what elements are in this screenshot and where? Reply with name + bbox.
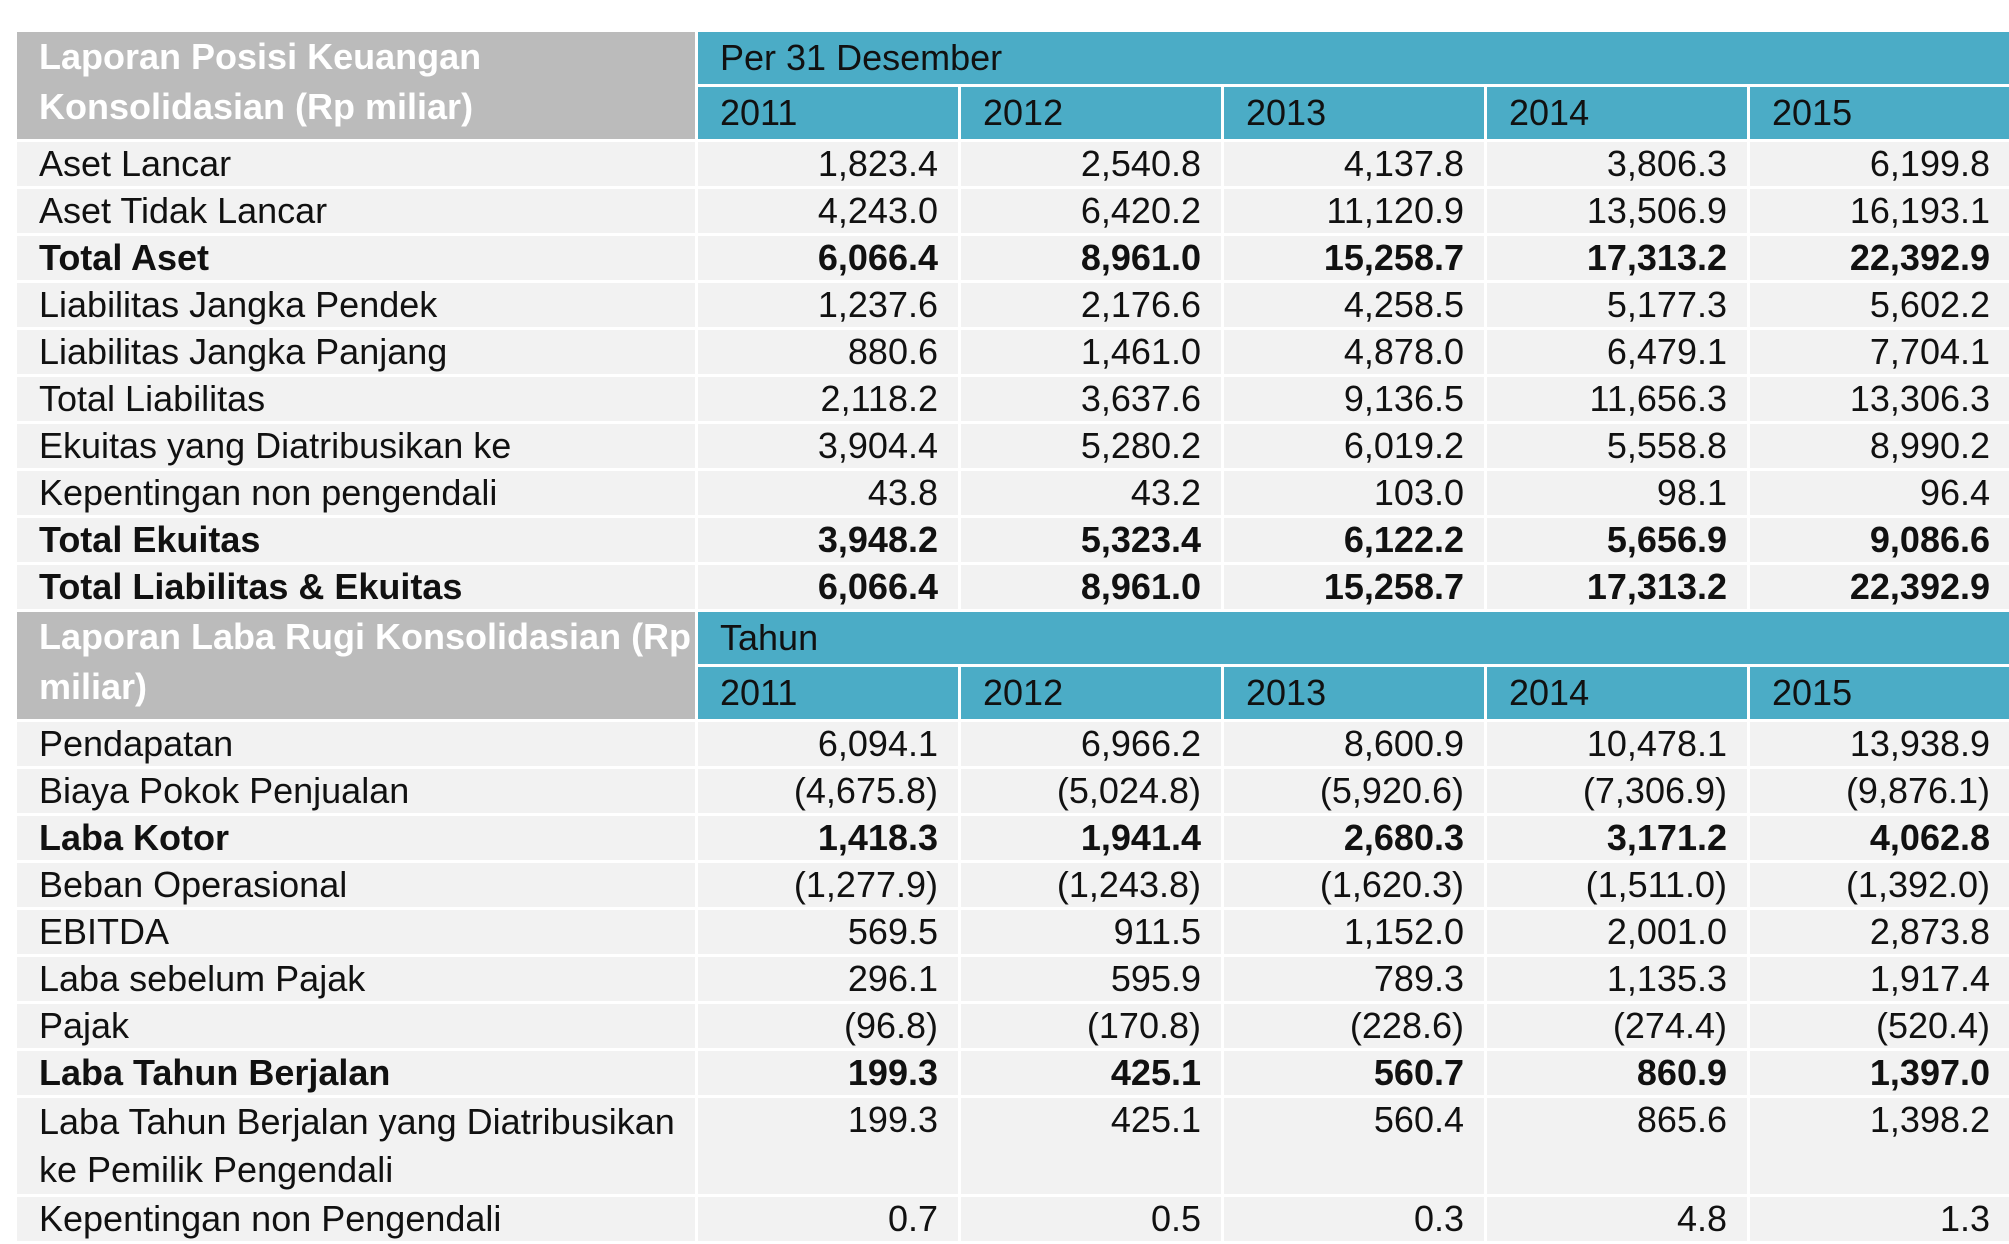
row-label: Liabilitas Jangka Panjang <box>17 330 695 374</box>
row-value: 103.0 <box>1224 471 1484 515</box>
row-label: Total Ekuitas <box>17 518 695 562</box>
row-value: (96.8) <box>698 1004 958 1048</box>
year-header: 2015 <box>1750 87 2009 139</box>
balance-sheet-title: Laporan Posisi Keuangan Konsolidasian (Rp miliar) <box>17 32 695 139</box>
row-value: 43.8 <box>698 471 958 515</box>
row-value: 199.3 <box>698 1051 958 1095</box>
row-value: (1,511.0) <box>1487 863 1747 907</box>
income-statement-period-label: Tahun <box>698 612 2009 664</box>
row-value: 8,600.9 <box>1224 722 1484 766</box>
table-row <box>17 1197 2009 1241</box>
row-value: 13,938.9 <box>1750 722 2009 766</box>
row-value: 0.5 <box>961 1197 1221 1241</box>
row-label: Laba sebelum Pajak <box>17 957 695 1001</box>
row-value: 789.3 <box>1224 957 1484 1001</box>
table-row <box>17 518 2009 562</box>
row-value: (1,392.0) <box>1750 863 2009 907</box>
row-value: 8,990.2 <box>1750 424 2009 468</box>
row-value: 911.5 <box>961 910 1221 954</box>
row-value: 4,258.5 <box>1224 283 1484 327</box>
table-row <box>17 816 2009 860</box>
row-value: 6,066.4 <box>698 565 958 609</box>
row-value: 3,171.2 <box>1487 816 1747 860</box>
table-row <box>17 330 2009 374</box>
row-label: Laba Tahun Berjalan yang Diatribusikan ke Pemilik Pengendali <box>17 1098 695 1194</box>
row-value: 6,479.1 <box>1487 330 1747 374</box>
row-value: 10,478.1 <box>1487 722 1747 766</box>
income-statement-title: Laporan Laba Rugi Konsolidasian (Rp miliar) <box>17 612 695 719</box>
row-value: 5,656.9 <box>1487 518 1747 562</box>
row-value: 865.6 <box>1487 1098 1747 1194</box>
row-value: 17,313.2 <box>1487 565 1747 609</box>
row-value: 1,152.0 <box>1224 910 1484 954</box>
row-value: 4,243.0 <box>698 189 958 233</box>
row-value: 5,177.3 <box>1487 283 1747 327</box>
row-value: 1,418.3 <box>698 816 958 860</box>
row-value: 5,602.2 <box>1750 283 2009 327</box>
row-value: (5,024.8) <box>961 769 1221 813</box>
table-row <box>17 142 2009 186</box>
row-label: Beban Operasional <box>17 863 695 907</box>
row-value: 5,280.2 <box>961 424 1221 468</box>
balance-sheet-header-row <box>17 32 2009 84</box>
row-value: (1,620.3) <box>1224 863 1484 907</box>
row-value: 880.6 <box>698 330 958 374</box>
row-value: 13,306.3 <box>1750 377 2009 421</box>
table-row <box>17 910 2009 954</box>
year-header: 2014 <box>1487 87 1747 139</box>
row-value: 22,392.9 <box>1750 565 2009 609</box>
row-value: 11,120.9 <box>1224 189 1484 233</box>
row-value: 0.3 <box>1224 1197 1484 1241</box>
row-value: 3,806.3 <box>1487 142 1747 186</box>
table-row <box>17 189 2009 233</box>
row-value: 7,704.1 <box>1750 330 2009 374</box>
table-row <box>17 1098 2009 1194</box>
row-value: 8,961.0 <box>961 236 1221 280</box>
row-value: (170.8) <box>961 1004 1221 1048</box>
year-header: 2011 <box>698 87 958 139</box>
row-value: 9,136.5 <box>1224 377 1484 421</box>
row-value: 1,237.6 <box>698 283 958 327</box>
row-value: 1.3 <box>1750 1197 2009 1241</box>
row-value: 1,461.0 <box>961 330 1221 374</box>
row-label: Aset Lancar <box>17 142 695 186</box>
row-value: 96.4 <box>1750 471 2009 515</box>
row-value: 17,313.2 <box>1487 236 1747 280</box>
table-row <box>17 377 2009 421</box>
row-value: 5,558.8 <box>1487 424 1747 468</box>
row-value: 2,001.0 <box>1487 910 1747 954</box>
table-row <box>17 722 2009 766</box>
year-header: 2014 <box>1487 667 1747 719</box>
row-value: 1,397.0 <box>1750 1051 2009 1095</box>
row-value: 1,135.3 <box>1487 957 1747 1001</box>
row-value: 560.7 <box>1224 1051 1484 1095</box>
row-value: 3,637.6 <box>961 377 1221 421</box>
row-value: (274.4) <box>1487 1004 1747 1048</box>
row-value: 4,137.8 <box>1224 142 1484 186</box>
row-value: 6,066.4 <box>698 236 958 280</box>
row-value: 13,506.9 <box>1487 189 1747 233</box>
table-row <box>17 863 2009 907</box>
row-value: 6,420.2 <box>961 189 1221 233</box>
row-value: 2,873.8 <box>1750 910 2009 954</box>
row-value: 199.3 <box>698 1098 958 1194</box>
row-value: 1,917.4 <box>1750 957 2009 1001</box>
row-value: 3,904.4 <box>698 424 958 468</box>
table-row <box>17 424 2009 468</box>
row-value: (5,920.6) <box>1224 769 1484 813</box>
row-value: 4.8 <box>1487 1197 1747 1241</box>
row-label: Laba Kotor <box>17 816 695 860</box>
row-value: 860.9 <box>1487 1051 1747 1095</box>
table-row <box>17 769 2009 813</box>
row-label: Ekuitas yang Diatribusikan ke <box>17 424 695 468</box>
row-value: 569.5 <box>698 910 958 954</box>
table-row <box>17 471 2009 515</box>
row-label: Kepentingan non pengendali <box>17 471 695 515</box>
row-value: 43.2 <box>961 471 1221 515</box>
row-label: Pendapatan <box>17 722 695 766</box>
row-value: 15,258.7 <box>1224 236 1484 280</box>
row-value: 15,258.7 <box>1224 565 1484 609</box>
row-value: 595.9 <box>961 957 1221 1001</box>
row-label: Biaya Pokok Penjualan <box>17 769 695 813</box>
row-value: 6,122.2 <box>1224 518 1484 562</box>
year-header: 2013 <box>1224 87 1484 139</box>
year-header: 2012 <box>961 87 1221 139</box>
row-value: 6,966.2 <box>961 722 1221 766</box>
table-row <box>17 957 2009 1001</box>
row-value: 2,540.8 <box>961 142 1221 186</box>
row-value: 3,948.2 <box>698 518 958 562</box>
row-value: 2,176.6 <box>961 283 1221 327</box>
row-value: 2,118.2 <box>698 377 958 421</box>
financial-summary-table <box>14 29 2009 1244</box>
table-row <box>17 1051 2009 1095</box>
year-header: 2013 <box>1224 667 1484 719</box>
row-value: 1,398.2 <box>1750 1098 2009 1194</box>
year-header: 2011 <box>698 667 958 719</box>
row-value: 6,019.2 <box>1224 424 1484 468</box>
row-value: 4,062.8 <box>1750 816 2009 860</box>
table-row <box>17 1004 2009 1048</box>
row-value: 16,193.1 <box>1750 189 2009 233</box>
row-value: (7,306.9) <box>1487 769 1747 813</box>
table-row <box>17 236 2009 280</box>
row-label: Total Aset <box>17 236 695 280</box>
row-value: 98.1 <box>1487 471 1747 515</box>
row-value: 4,878.0 <box>1224 330 1484 374</box>
row-value: 425.1 <box>961 1098 1221 1194</box>
row-value: 5,323.4 <box>961 518 1221 562</box>
row-value: 8,961.0 <box>961 565 1221 609</box>
row-label: Aset Tidak Lancar <box>17 189 695 233</box>
row-value: 6,199.8 <box>1750 142 2009 186</box>
row-label: Pajak <box>17 1004 695 1048</box>
row-label: Total Liabilitas <box>17 377 695 421</box>
row-label: Liabilitas Jangka Pendek <box>17 283 695 327</box>
row-value: 11,656.3 <box>1487 377 1747 421</box>
row-label: Total Liabilitas & Ekuitas <box>17 565 695 609</box>
row-value: 9,086.6 <box>1750 518 2009 562</box>
row-value: 6,094.1 <box>698 722 958 766</box>
row-value: (228.6) <box>1224 1004 1484 1048</box>
row-label: EBITDA <box>17 910 695 954</box>
row-value: 2,680.3 <box>1224 816 1484 860</box>
income-statement-body <box>17 722 2009 1241</box>
row-value: 296.1 <box>698 957 958 1001</box>
row-value: (520.4) <box>1750 1004 2009 1048</box>
row-value: 560.4 <box>1224 1098 1484 1194</box>
row-value: 0.7 <box>698 1197 958 1241</box>
row-label: Laba Tahun Berjalan <box>17 1051 695 1095</box>
row-label: Kepentingan non Pengendali <box>17 1197 695 1241</box>
row-value: (9,876.1) <box>1750 769 2009 813</box>
row-value: 425.1 <box>961 1051 1221 1095</box>
year-header: 2015 <box>1750 667 2009 719</box>
table-row <box>17 283 2009 327</box>
row-value: 1,823.4 <box>698 142 958 186</box>
row-value: (4,675.8) <box>698 769 958 813</box>
row-value: (1,243.8) <box>961 863 1221 907</box>
row-value: 1,941.4 <box>961 816 1221 860</box>
year-header: 2012 <box>961 667 1221 719</box>
balance-sheet-body <box>17 142 2009 609</box>
income-statement-header-row <box>17 612 2009 664</box>
row-value: (1,277.9) <box>698 863 958 907</box>
balance-sheet-period-label: Per 31 Desember <box>698 32 2009 84</box>
table-row <box>17 565 2009 609</box>
row-value: 22,392.9 <box>1750 236 2009 280</box>
